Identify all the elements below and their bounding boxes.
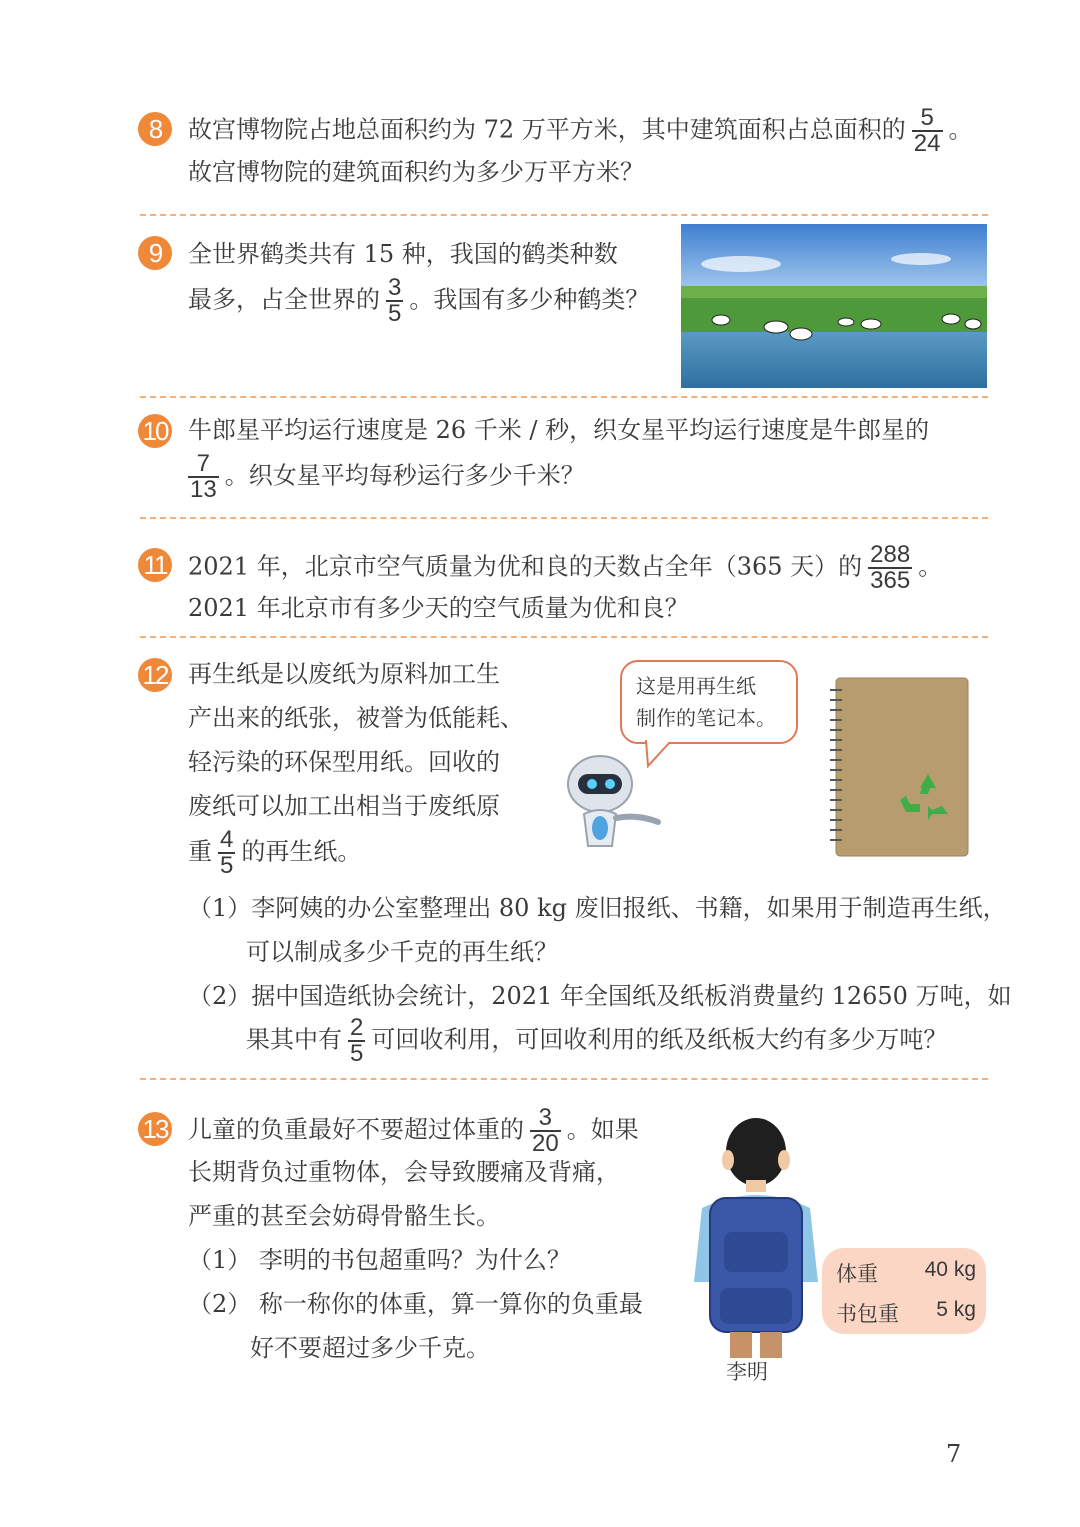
problem-number-10: 10 (138, 414, 172, 448)
divider (140, 517, 988, 519)
fraction-4-5: $\frac{4}{5}$ (220, 826, 234, 879)
speech-bubble (620, 660, 798, 744)
problem-12-q2-line-2: 果其中有 $\frac{2}{5}$ 可回收利用，可回收利用的纸及纸板大约有多少万吨？ (246, 1014, 948, 1067)
bubble-text-1: 这是用再生纸 (636, 674, 756, 698)
problem-12-q1-line-2: 可以制成多少千克的再生纸？ (246, 938, 558, 966)
problem-13-q2-line-2: 好不要超过多少千克。 (250, 1334, 490, 1362)
fraction-3-5: $\frac{3}{5}$ (388, 274, 402, 327)
crane-photo (681, 224, 987, 388)
problem-12-q1-line-1: （1）李阿姨的办公室整理出 80 kg 废旧报纸、书籍，如果用于制造再生纸， (188, 894, 1007, 922)
fraction-3-20: $\frac{3}{20}$ (532, 1104, 559, 1157)
problem-13-line-3: 严重的甚至会妨碍骨骼生长。 (188, 1202, 500, 1230)
divider (140, 1078, 988, 1080)
body-weight-label: 体重 (836, 1262, 878, 1286)
problem-8-line-2: 故宫博物院的建筑面积约为多少万平方米？ (188, 158, 644, 186)
fraction-7-13: $\frac{7}{13}$ (190, 450, 217, 503)
problem-13-q2-line-1: （2） 称一称你的体重，算一算你的负重最 (188, 1290, 643, 1318)
fraction-2-5: $\frac{2}{5}$ (350, 1014, 364, 1067)
problem-13-line-2: 长期背负过重物体，会导致腰痛及背痛， (188, 1158, 620, 1186)
problem-number-8: 8 (138, 112, 172, 146)
bubble-text-2: 制作的笔记本。 (636, 706, 776, 730)
problem-12-line-1: 再生纸是以废纸为原料加工生 (188, 660, 500, 688)
body-weight-value: 40 kg (924, 1258, 976, 1281)
bag-weight-value: 5 kg (936, 1298, 976, 1321)
problem-9-line-2: 最多，占全世界的 $\frac{3}{5}$ 。我国有多少种鹤类？ (188, 274, 650, 327)
problem-10-line-1: 牛郎星平均运行速度是 26 千米 / 秒，织女星平均运行速度是牛郎星的 (188, 416, 930, 444)
problem-12-line-4: 废纸可以加工出相当于废纸原 (188, 792, 500, 820)
problem-11-line-2: 2021 年北京市有多少天的空气质量为优和良？ (188, 594, 689, 622)
divider (140, 396, 988, 398)
problem-number-12: 12 (138, 658, 172, 692)
problem-12-q2-line-1: （2）据中国造纸协会统计，2021 年全国纸及纸板消费量约 12650 万吨，如 (188, 982, 1012, 1010)
problem-13-q1: （1） 李明的书包超重吗？为什么？ (188, 1246, 571, 1274)
problem-11-line-1: 2021 年，北京市空气质量为优和良的天数占全年（365 天）的 $\frac{288}{365}$ 。 (188, 541, 943, 594)
divider (140, 636, 988, 638)
robot-illustration (562, 748, 666, 852)
weight-info-box (822, 1248, 986, 1334)
problem-number-13: 13 (138, 1112, 172, 1146)
problem-number-11: 11 (138, 548, 172, 582)
problem-13-line-1: 儿童的负重最好不要超过体重的 $\frac{3}{20}$ 。如果 (188, 1104, 639, 1157)
problem-12-line-5: 重 $\frac{4}{5}$ 的再生纸。 (188, 826, 362, 879)
boy-name-label: 李明 (726, 1360, 768, 1384)
boy-with-backpack-illustration (690, 1112, 822, 1358)
fraction-5-24: $\frac{5}{24}$ (913, 104, 941, 157)
bag-weight-label: 书包重 (836, 1302, 899, 1326)
problem-12-line-3: 轻污染的环保型用纸。回收的 (188, 748, 500, 776)
page-number: 7 (946, 1440, 962, 1468)
problem-12-line-2: 产出来的纸张，被誉为低能耗、 (188, 704, 524, 732)
notebook-image (822, 674, 978, 864)
problem-10-line-2: $\frac{7}{13}$ 。织女星平均每秒运行多少千米？ (190, 450, 585, 503)
problem-number-9: 9 (138, 236, 172, 270)
fraction-288-365: $\frac{288}{365}$ (870, 541, 911, 594)
divider (140, 214, 988, 216)
problem-8-line-1: 故宫博物院占地总面积约为 72 万平方米，其中建筑面积占总面积的 $\frac{5}{24}$ 。 (188, 104, 973, 157)
problem-9-line-1: 全世界鹤类共有 15 种，我国的鹤类种数 (188, 240, 618, 268)
problem-8-text-1: 故宫博物院占地总面积约为 72 万平方米，其中建筑面积占总面积的 (188, 115, 906, 144)
